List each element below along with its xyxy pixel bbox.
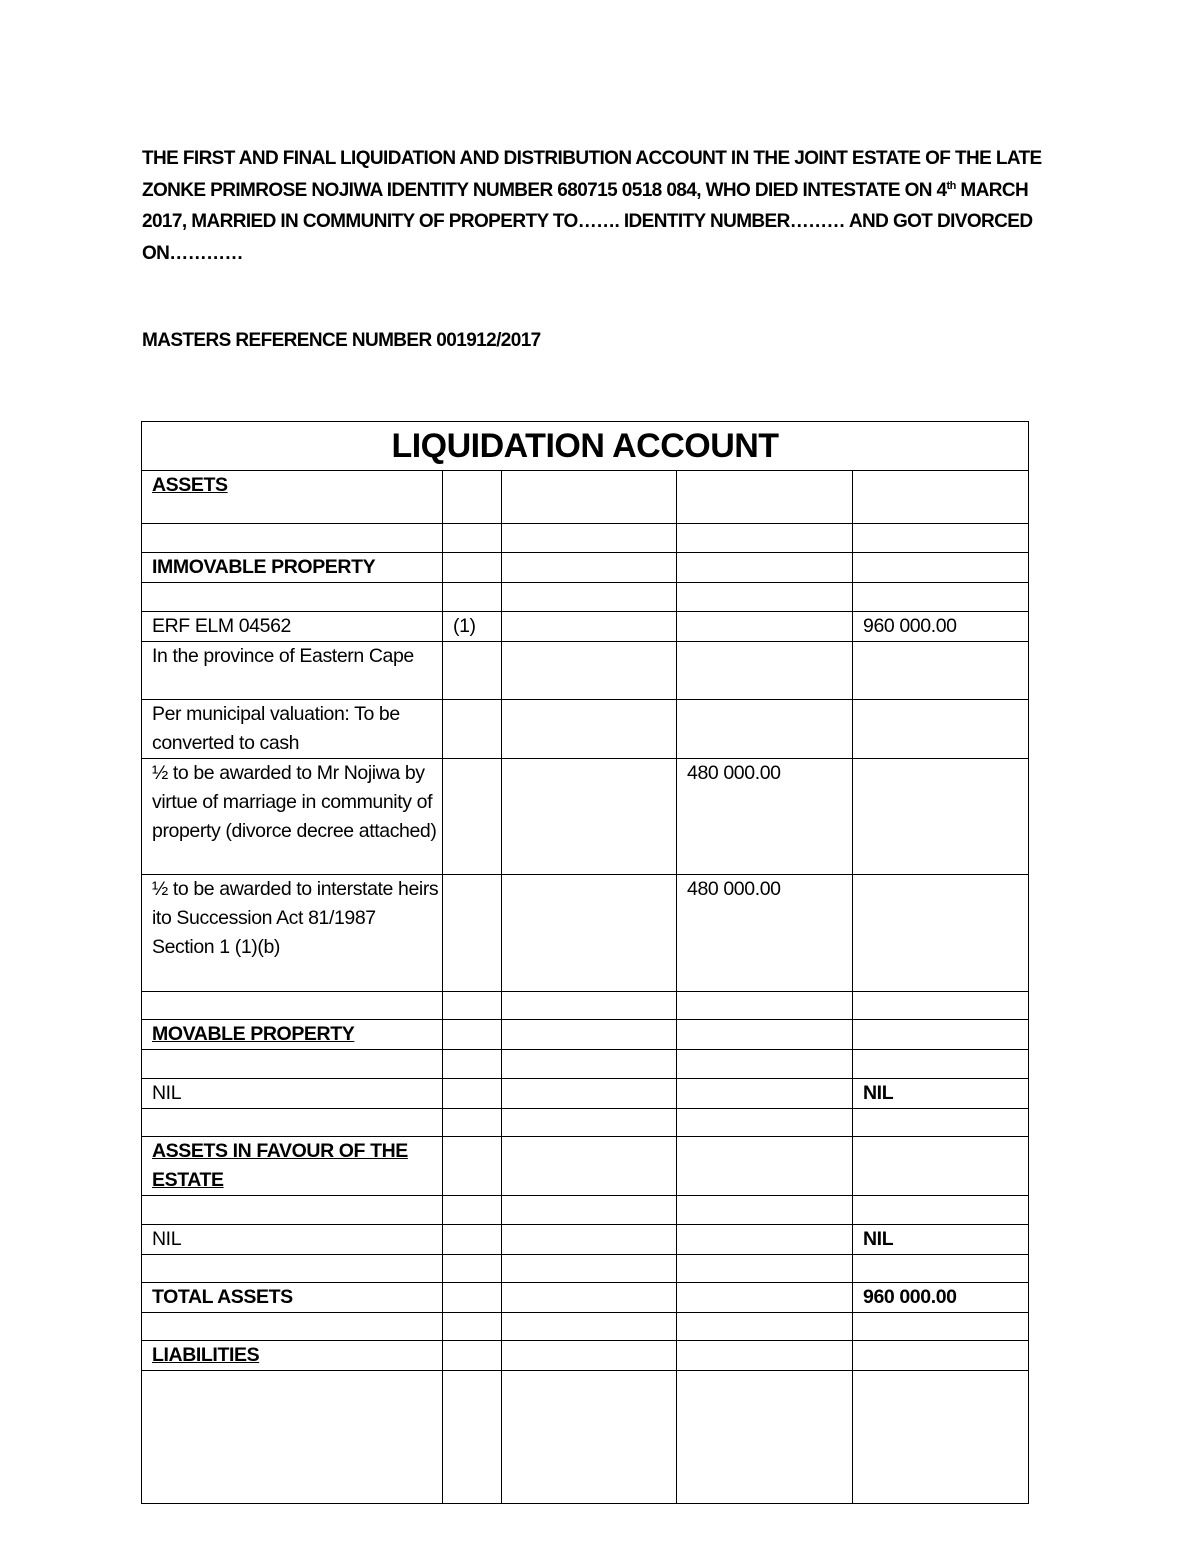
province-label: In the province of Eastern Cape: [142, 642, 443, 700]
erf-label: ERF ELM 04562: [142, 612, 443, 642]
table-row: [142, 583, 1029, 612]
table-row: [142, 992, 1029, 1020]
valuation-label: Per municipal valuation: To be converted to cash: [142, 700, 443, 759]
table-row: [142, 1196, 1029, 1225]
table-row: [142, 1313, 1029, 1341]
table-row: [142, 1109, 1029, 1137]
favour-nil-value: NIL: [853, 1225, 1029, 1255]
table-row: [142, 642, 1029, 700]
table-row: [142, 553, 1029, 583]
table-row: [142, 759, 1029, 875]
total-assets-label: TOTAL ASSETS: [142, 1283, 443, 1313]
table-row: [142, 1341, 1029, 1371]
masters-reference: MASTERS REFERENCE NUMBER 001912/2017: [142, 330, 541, 351]
half-mr-value: 480 000.00: [677, 759, 853, 875]
heading-superscript: th: [946, 179, 956, 192]
heading-text-part2: MARCH 2017, MARRIED IN COMMUNITY OF PROPERTY TO……. IDENTITY NUMBER……… AND GOT DIVORCED ON…………: [142, 179, 1033, 264]
table-row: [142, 1050, 1029, 1079]
table-row: [142, 1371, 1029, 1504]
document-heading: [142, 143, 1042, 269]
assets-favour-heading: ASSETS IN FAVOUR OF THE ESTATE: [142, 1137, 443, 1196]
movable-nil-label: NIL: [142, 1079, 443, 1109]
table-title: LIQUIDATION ACCOUNT: [142, 422, 1029, 471]
table-row: [142, 1079, 1029, 1109]
half-heirs-label: ½ to be awarded to interstate heirs ito Succession Act 81/1987 Section 1 (1)(b): [142, 875, 443, 992]
erf-value: 960 000.00: [853, 612, 1029, 642]
table-row: [142, 612, 1029, 642]
favour-nil-label: NIL: [142, 1225, 443, 1255]
table-row: [142, 524, 1029, 553]
table-row: [142, 1020, 1029, 1050]
heading-text-part1: THE FIRST AND FINAL LIQUIDATION AND DISTRIBUTION ACCOUNT IN THE JOINT ESTATE OF THE LATE ZONKE PRIMROSE NOJIWA IDENTITY NUMBER 680715 0518 084, WHO DIED INTESTATE ON 4: [142, 148, 1042, 201]
immovable-property-heading: IMMOVABLE PROPERTY: [142, 553, 443, 583]
liquidation-account-table: [141, 421, 1029, 1504]
half-heirs-value: 480 000.00: [677, 875, 853, 992]
total-assets-value: 960 000.00: [853, 1283, 1029, 1313]
half-mr-label: ½ to be awarded to Mr Nojiwa by virtue of marriage in community of property (divorce decree attached): [142, 759, 443, 875]
table-title-row: [142, 422, 1029, 471]
assets-heading: ASSETS: [142, 471, 443, 524]
table-row: [142, 471, 1029, 524]
table-row: [142, 875, 1029, 992]
movable-property-heading: MOVABLE PROPERTY: [142, 1020, 443, 1050]
table-row: [142, 1255, 1029, 1283]
liabilities-heading: LIABILITIES: [142, 1341, 443, 1371]
erf-ref: (1): [443, 612, 502, 642]
table-row: [142, 1137, 1029, 1196]
movable-nil-value: NIL: [853, 1079, 1029, 1109]
table-row: [142, 1283, 1029, 1313]
table-row: [142, 1225, 1029, 1255]
table-row: [142, 700, 1029, 759]
